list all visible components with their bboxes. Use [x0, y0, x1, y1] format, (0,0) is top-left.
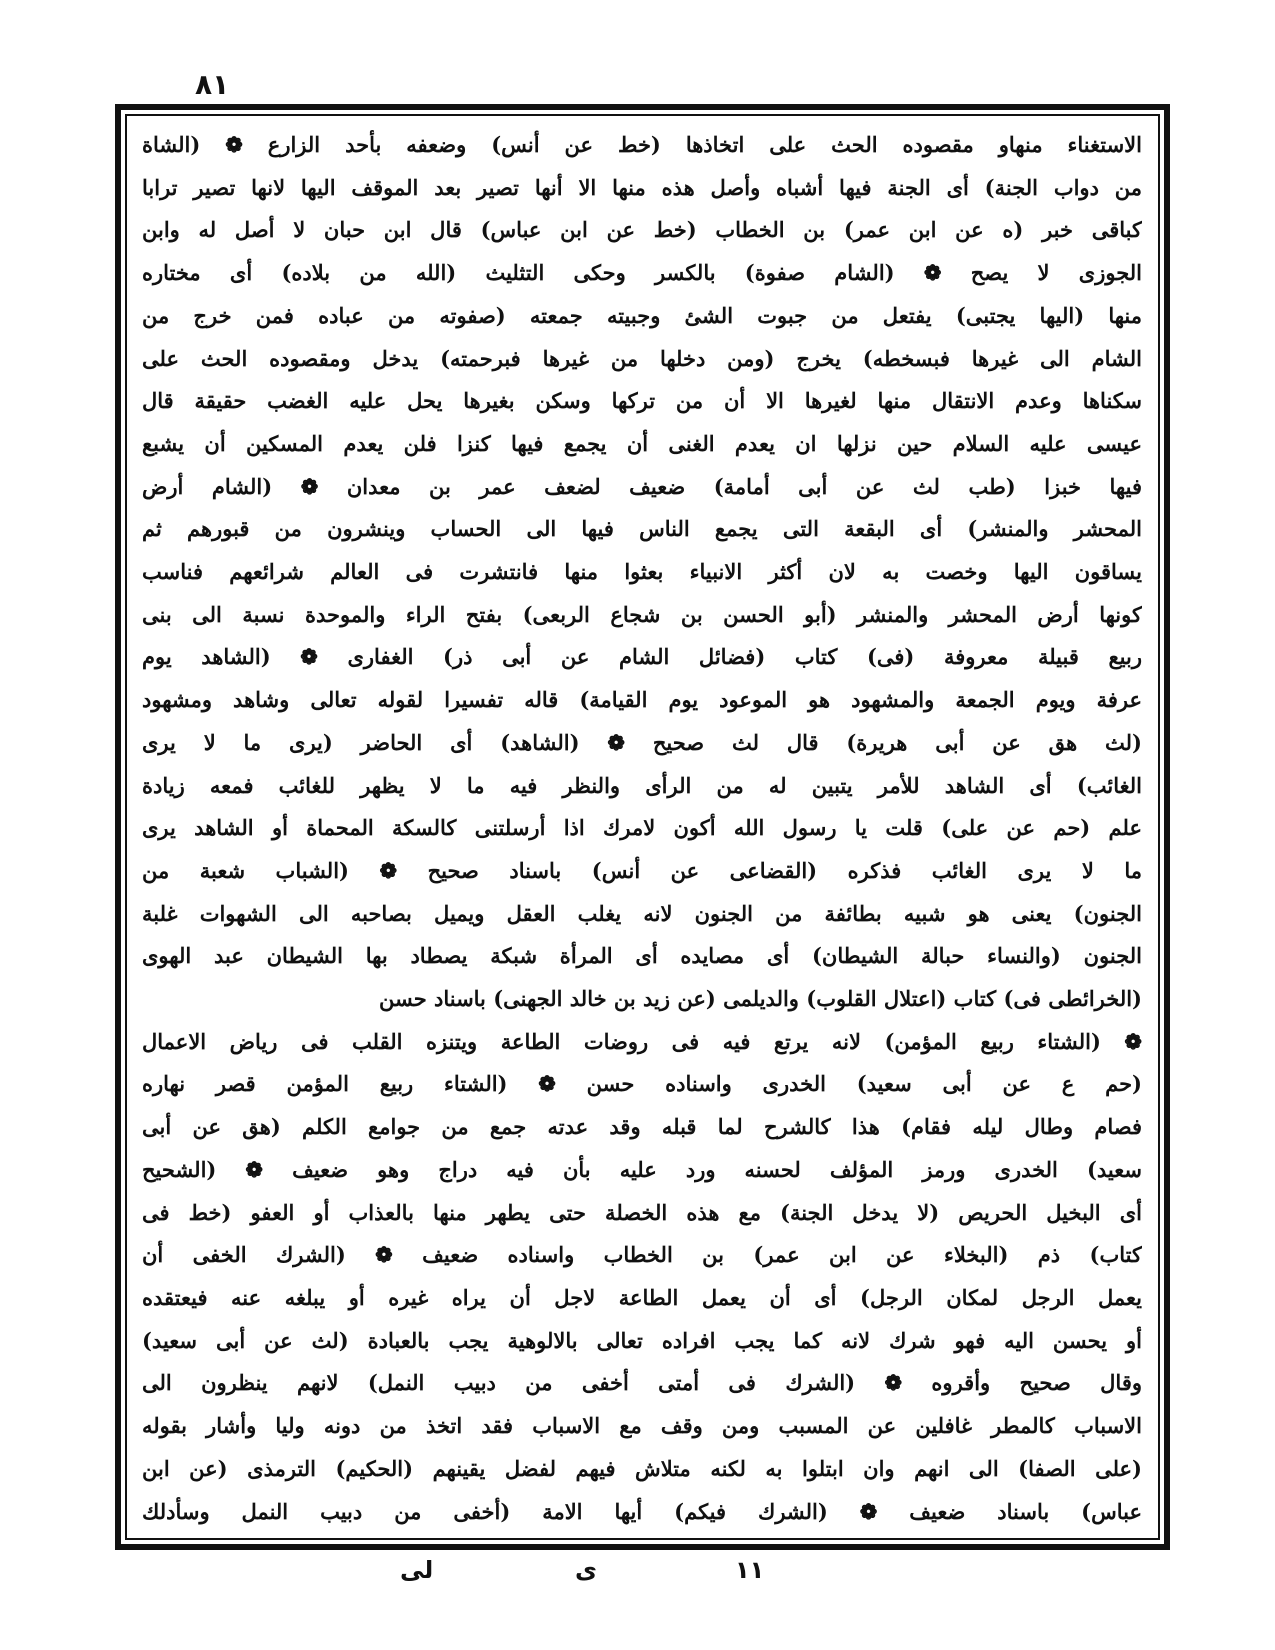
text-line: ❁ (الشتاء ربيع المؤمن) لانه يرتع فيه فى روضات الطاعة ويتنزه القلب فى رياض الاعمال: [142, 1028, 1142, 1054]
text-line: وقال صحيح وأقروه ❁ (الشرك فى أمتى أخفى من دبيب النمل) لانهم ينظرون الى: [142, 1370, 1142, 1396]
signature-mark: ى: [575, 1556, 597, 1584]
text-line: الغائب) أى الشاهد للأمر يتبين له من الرأى والنظر فيه ما لا يظهر للغائب فمعه زيادة: [142, 772, 1142, 798]
text-line: كباقى خبر (ه عن ابن عمر) بن الخطاب (خط عن ابن عباس) قال ابن حبان لا أصل له وابن: [142, 217, 1142, 243]
page-number: ٨١: [195, 68, 230, 101]
text-line: (حم ع عن أبى سعيد) الخدرى واسناده حسن ❁ (الشتاء ربيع المؤمن قصر نهاره: [142, 1071, 1142, 1097]
text-line: الشام الى غيرها فبسخطه) يخرج (ومن دخلها من غيرها فبرحمته) يدخل ومقصوده الحث على: [142, 345, 1142, 371]
text-line: الاستغناء منهاو مقصوده الحث على اتخاذها (خط عن أنس) وضعفه بأحد الزارع ❁ (الشاة: [142, 132, 1142, 157]
text-line: كتاب) ذم (البخلاء عن ابن عمر) بن الخطاب واسناده ضعيف ❁ (الشرك الخفى أن: [142, 1242, 1142, 1268]
text-line: عيسى عليه السلام حين نزلها ان يعدم الغنى أن يجمع فيها كنزا فلن يعدم المسكين أن يشبع: [142, 430, 1142, 456]
text-line: عباس) باسناد ضعيف ❁ (الشرك فيكم) أيها الامة (أخفى من دبيب النمل وسأدلك: [142, 1498, 1142, 1524]
signature-mark: لى: [400, 1556, 434, 1584]
text-line: الجنون) يعنى هو شبيه بطائفة من الجنون لانه يغلب العقل ويميل بصاحبه الى الشهوات غلبة: [142, 900, 1142, 926]
text-line: منها (اليها يجتبى) يفتعل من جبوت الشئ وجبيته جمعته (صفوته من عباده فمن خرج من: [142, 302, 1142, 328]
text-line: من دواب الجنة) أى الجنة فيها أشباه وأصل هذه منها الا أنها تصير بعد الموقف اليها لانها تصير ترابا: [142, 174, 1142, 200]
text-line: يعمل الرجل لمكان الرجل) أى أن يعمل الطاعة لاجل أن يراه غيره أو يبلغه عنه فيعتقده: [142, 1284, 1142, 1310]
text-line: علم (حم عن على) قلت يا رسول الله أكون لامرك اذا أرسلتنى كالسكة المحماة أو الشاهد يرى: [142, 815, 1142, 841]
text-line: (على الصفا) الى انهم وان ابتلوا به لكنه متلاش فيهم لفضل يقينهم (الحكيم) الترمذى (عن ابن: [142, 1455, 1142, 1481]
text-line: ربيع قبيلة معروفة (فى) كتاب (فضائل الشام عن أبى ذر) الغفارى ❁ (الشاهد يوم: [142, 644, 1142, 670]
text-line: الاسباب كالمطر غافلين عن المسبب ومن وقف مع الاسباب فقد اتخذ من دونه وليا وأشار بقوله: [142, 1413, 1142, 1439]
signature-mark: ١١: [735, 1556, 765, 1584]
body-text: [142, 126, 1142, 1530]
text-line: الجنون (والنساء حبالة الشيطان) أى مصايده أى المرأة شبكة يصطاد بها الشيطان عبد الهوى: [142, 943, 1142, 969]
text-line: ما لا يرى الغائب فذكره (القضاعى عن أنس) باسناد صحيح ❁ (الشباب شعبة من: [142, 857, 1142, 883]
text-line: المحشر والمنشر) أى البقعة التى يجمع الناس فيها الى الحساب وينشرون من قبورهم ثم: [142, 516, 1142, 542]
text-line: (لث هق عن أبى هريرة) قال لث صحيح ❁ (الشاهد) أى الحاضر (يرى ما لا يرى: [142, 729, 1142, 755]
text-line: فيها خبزا (طب لث عن أبى أمامة) ضعيف لضعف عمر بن معدان ❁ (الشام أرض: [142, 473, 1142, 499]
text-line: سعيد) الخدرى ورمز المؤلف لحسنه ورد عليه بأن فيه دراج وهو ضعيف ❁ (الشحيح: [142, 1156, 1142, 1182]
text-line: سكناها وعدم الانتقال منها لغيرها الا أن من تركها وسكن بغيرها يحل عليه الغضب حقيقة قال: [142, 388, 1142, 414]
text-line: أى البخيل الحريص (لا يدخل الجنة) مع هذه الخصلة حتى يطهر منها بالعذاب أو العفو (خط فى: [142, 1199, 1142, 1225]
text-line: أو يحسن اليه فهو شرك لانه كما يجب افراده تعالى بالالوهية يجب بالعبادة (لث عن أبى سعيد): [142, 1327, 1142, 1353]
signature-marks: [400, 1556, 820, 1596]
text-line: عرفة ويوم الجمعة والمشهود هو الموعود يوم القيامة) قاله تفسيرا لقوله تعالى وشاهد ومشهود: [142, 687, 1142, 713]
text-line: كونها أرض المحشر والمنشر (أبو الحسن بن شجاع الربعى) بفتح الراء والموحدة نسبة الى بنى: [142, 601, 1142, 627]
text-line: (الخرائطى فى) كتاب (اعتلال القلوب) والديلمى (عن زيد بن خالد الجهنى) باسناد حسن: [378, 986, 1142, 1012]
text-line: فصام وطال ليله فقام) هذا كالشرح لما قبله وقد عدته جمع من جوامع الكلم (هق عن أبى: [142, 1114, 1142, 1140]
text-line: يساقون اليها وخصت به لان أكثر الانبياء بعثوا منها فانتشرت فى العالم شرائعهم فناسب: [142, 559, 1142, 585]
text-line: الجوزى لا يصح ❁ (الشام صفوة) بالكسر وحكى التثليث (الله من بلاده) أى مختاره: [142, 260, 1142, 286]
